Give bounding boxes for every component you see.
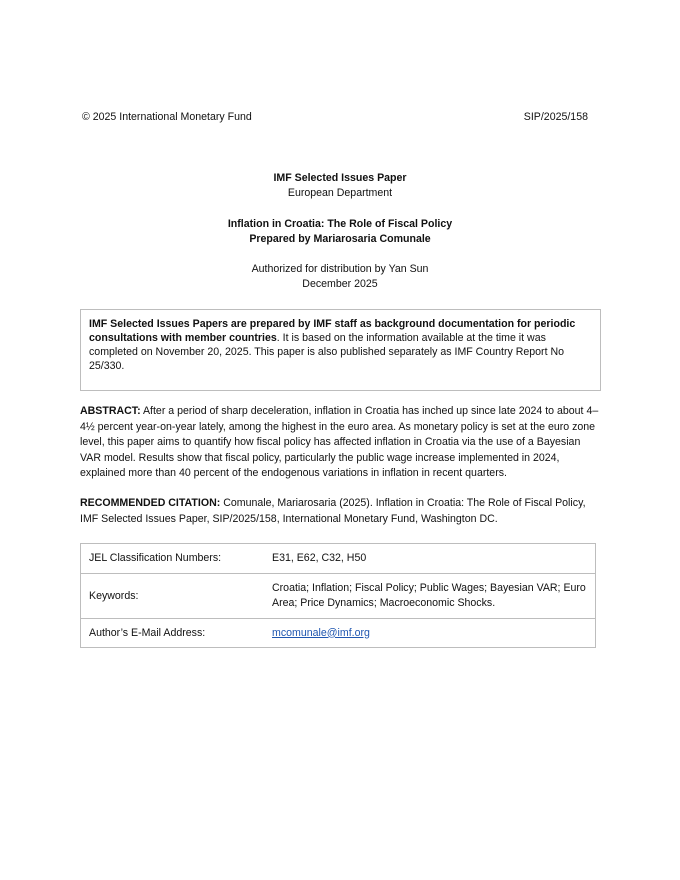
disclaimer-box (80, 309, 601, 391)
jel-value: E31, E62, C32, H50 (264, 544, 596, 574)
disclaimer-bold: IMF Selected Issues Papers are prepared by IMF staff as background documentation for periodic consultations with member countries (89, 318, 576, 344)
citation (80, 496, 600, 527)
abstract (80, 404, 600, 482)
table-row (81, 619, 596, 648)
prepared-by: Prepared by Mariarosaria Comunale (249, 233, 431, 245)
copyright: © 2025 International Monetary Fund (82, 111, 252, 123)
date: December 2025 (302, 278, 378, 290)
citation-text: Comunale, Mariarosaria (2025). Inflation in Croatia: The Role of Fiscal Policy, IMF Selected Issues Paper, SIP/2025/158, International Monetary Fund, Washington DC. (80, 497, 586, 525)
paper-title: Inflation in Croatia: The Role of Fiscal Policy (227, 218, 453, 230)
citation-label: RECOMMENDED CITATION: (80, 497, 221, 509)
series-title: IMF Selected Issues Paper (273, 172, 407, 184)
abstract-text: After a period of sharp deceleration, inflation in Croatia has inched up since late 2024 to about 4–4½ percent year-on-year lately, among the highest in the euro area. As monetary policy is set at the euro zone level, this paper aims to quantify how fiscal policy has affected inflation in Croatia via the use of a Bayesian VAR model. Results show that fiscal policy, particularly the public wage increase implemented in 2024, explained more than 40 percent of the endogenous variations in inflation in recent quarters. (80, 405, 599, 479)
email-link[interactable]: mcomunale@imf.org (272, 626, 370, 639)
keywords-label: Keywords: (81, 574, 265, 619)
table-row (81, 544, 596, 574)
jel-label: JEL Classification Numbers: (81, 544, 265, 574)
email-cell (264, 619, 596, 648)
info-table (80, 543, 596, 648)
abstract-label: ABSTRACT: (80, 405, 141, 417)
email-label: Author’s E-Mail Address: (81, 619, 265, 648)
keywords-value: Croatia; Inflation; Fiscal Policy; Public Wages; Bayesian VAR; Euro Area; Price Dynamics; Macroeconomic Shocks. (264, 574, 596, 619)
department: European Department (287, 187, 393, 199)
table-row (81, 574, 596, 619)
authorized-by: Authorized for distribution by Yan Sun (251, 263, 429, 275)
paper-id: SIP/2025/158 (523, 111, 588, 123)
disclaimer-text: . It is based on the information available at the time it was completed on November 20, 2025. This paper is also published separately as IMF Country Report No 25/330. (89, 332, 565, 372)
